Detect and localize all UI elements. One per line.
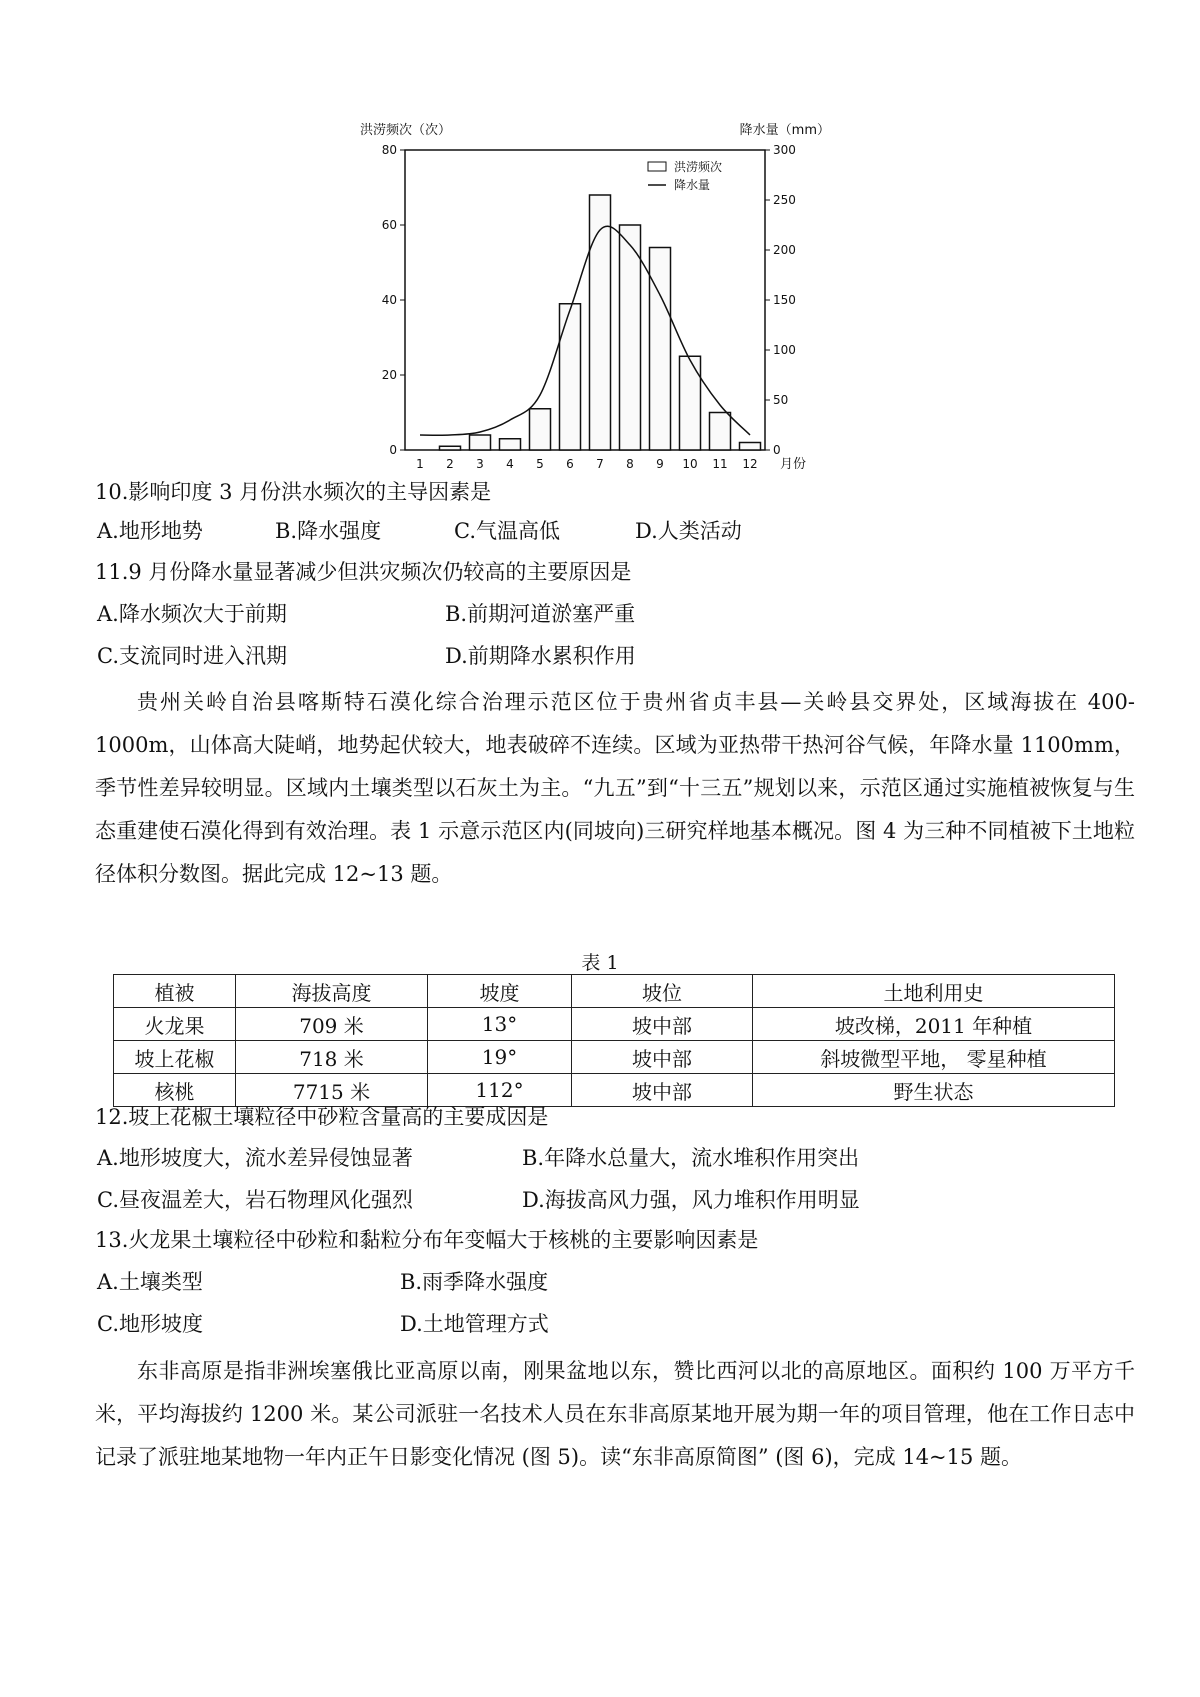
table-header-row	[114, 975, 1115, 1008]
flood-precipitation-chart	[360, 120, 840, 500]
left-tick-label: 80	[381, 143, 397, 157]
left-tick-label: 40	[381, 293, 397, 307]
table-cell: 核桃	[114, 1074, 236, 1107]
x-tick-label: 11	[712, 457, 728, 471]
q10-option-a[interactable]: A.地形地势	[97, 519, 203, 543]
table-cell: 7715 米	[236, 1074, 428, 1107]
table-cell: 坡上花椒	[114, 1041, 236, 1074]
table-cell: 718 米	[236, 1041, 428, 1074]
table-cell: 火龙果	[114, 1008, 236, 1041]
q11-option-d[interactable]: D.前期降水累积作用	[445, 644, 636, 668]
table-cell: 112°	[428, 1074, 572, 1107]
x-tick-label: 2	[446, 457, 454, 471]
q12-option-b[interactable]: B.年降水总量大，流水堆积作用突出	[522, 1146, 860, 1170]
right-axis-label: 降水量（mm）	[739, 123, 830, 138]
table-header-cell: 植被	[114, 975, 236, 1008]
table-cell: 坡中部	[572, 1041, 753, 1074]
q11-option-a[interactable]: A.降水频次大于前期	[97, 602, 287, 626]
legend-bar-label: 洪涝频次	[674, 160, 723, 174]
x-tick-label: 1	[416, 457, 424, 471]
table-header-cell: 坡度	[428, 975, 572, 1008]
table-cell: 坡中部	[572, 1008, 753, 1041]
flood-frequency-bar	[740, 443, 761, 451]
q12-stem: 12.坡上花椒土壤粒径中砂粒含量高的主要成因是	[95, 1105, 549, 1129]
q11-option-c[interactable]: C.支流同时进入汛期	[97, 644, 287, 668]
x-tick-label: 4	[506, 457, 514, 471]
legend-bar-swatch	[648, 162, 666, 171]
x-tick-label: 5	[536, 457, 544, 471]
q10-option-c[interactable]: C.气温高低	[454, 519, 560, 543]
flood-frequency-bar	[620, 225, 641, 450]
table-header-cell: 海拔高度	[236, 975, 428, 1008]
table-row	[114, 1041, 1115, 1074]
q13-option-d[interactable]: D.土地管理方式	[400, 1312, 549, 1336]
q13-option-a[interactable]: A.土壤类型	[97, 1270, 203, 1294]
flood-frequency-bar	[440, 446, 461, 450]
left-tick-label: 0	[389, 443, 397, 457]
table-header-cell: 土地利用史	[753, 975, 1115, 1008]
plot-frame	[405, 150, 765, 450]
q10-stem: 10.影响印度 3 月份洪水频次的主导因素是	[95, 480, 492, 504]
x-tick-label: 3	[476, 457, 484, 471]
flood-frequency-bar	[500, 439, 521, 450]
flood-frequency-bar	[680, 356, 701, 450]
table-row	[114, 1008, 1115, 1041]
table-cell: 坡中部	[572, 1074, 753, 1107]
table-header-cell: 坡位	[572, 975, 753, 1008]
left-axis-label: 洪涝频次（次）	[360, 123, 452, 138]
right-tick-label: 200	[773, 243, 796, 257]
x-tick-label: 6	[566, 457, 574, 471]
q11-stem: 11.9 月份降水量显著减少但洪灾频次仍较高的主要原因是	[95, 560, 632, 584]
table-cell: 野生状态	[753, 1074, 1115, 1107]
table-cell: 709 米	[236, 1008, 428, 1041]
table-cell: 19°	[428, 1041, 572, 1074]
flood-frequency-bar	[530, 409, 551, 450]
left-tick-label: 20	[381, 368, 397, 382]
flood-frequency-bar	[470, 435, 491, 450]
x-tick-label: 7	[596, 457, 604, 471]
q10-option-d[interactable]: D.人类活动	[635, 519, 742, 543]
q12-option-c[interactable]: C.昼夜温差大，岩石物理风化强烈	[97, 1188, 413, 1212]
passage-guizhou: 贵州关岭自治县喀斯特石漠化综合治理示范区位于贵州省贞丰县—关岭县交界处，区域海拔在 400-1000m，山体高大陡峭，地势起伏较大，地表破碎不连续。区域为亚热带干热河谷气候，年降水量 1100mm，季节性差异较明显。区域内土壤类型以石灰土为主。“九五”到“十三五”规划以来，示范区通过实施植被恢复与生态重建使石漠化得到有效治理。表 1 示意示范区内(同坡向)三研究样地基本概况。图 4 为三种不同植被下土地粒径体积分数图。据此完成 12~13 题。	[95, 690, 1135, 886]
x-tick-label: 10	[682, 457, 698, 471]
legend-line-label: 降水量	[674, 178, 711, 192]
x-tick-label: 12	[742, 457, 758, 471]
right-tick-label: 150	[773, 293, 796, 307]
right-tick-label: 50	[773, 393, 789, 407]
left-tick-label: 60	[381, 218, 397, 232]
q12-option-a[interactable]: A.地形坡度大，流水差异侵蚀显著	[97, 1146, 413, 1170]
table-cell: 斜坡微型平地， 零星种植	[753, 1041, 1115, 1074]
flood-frequency-bar	[560, 304, 581, 450]
table-caption: 表 1	[581, 952, 619, 974]
legend	[648, 159, 722, 192]
x-tick-label: 9	[656, 457, 664, 471]
right-tick-label: 300	[773, 143, 796, 157]
passage-east-africa: 东非高原是指非洲埃塞俄比亚高原以南，刚果盆地以东，赞比西河以北的高原地区。面积约 100 万平方千米，平均海拔约 1200 米。某公司派驻一名技术人员在东非高原某地开展为期一年的项目管理，他在工作日志中记录了派驻地某地物一年内正午日影变化情况 (图 5)。读“东非高原简图” (图 6)，完成 14~15 题。	[95, 1359, 1135, 1469]
q13-option-c[interactable]: C.地形坡度	[97, 1312, 203, 1336]
flood-frequency-bar	[590, 195, 611, 450]
q10-option-b[interactable]: B.降水强度	[275, 519, 382, 543]
flood-frequency-bar	[650, 248, 671, 451]
table-1	[113, 974, 1115, 1107]
right-tick-label: 250	[773, 193, 796, 207]
x-axis-label: 月份	[780, 457, 807, 472]
table-cell: 13°	[428, 1008, 572, 1041]
flood-frequency-bar	[710, 413, 731, 451]
x-tick-label: 8	[626, 457, 634, 471]
q12-option-d[interactable]: D.海拔高风力强，风力堆积作用明显	[522, 1188, 860, 1212]
q13-stem: 13.火龙果土壤粒径中砂粒和黏粒分布年变幅大于核桃的主要影响因素是	[95, 1228, 759, 1252]
right-tick-label: 100	[773, 343, 796, 357]
q11-option-b[interactable]: B.前期河道淤塞严重	[445, 602, 636, 626]
q13-option-b[interactable]: B.雨季降水强度	[400, 1270, 549, 1294]
right-tick-label: 0	[773, 443, 781, 457]
table-cell: 坡改梯，2011 年种植	[753, 1008, 1115, 1041]
